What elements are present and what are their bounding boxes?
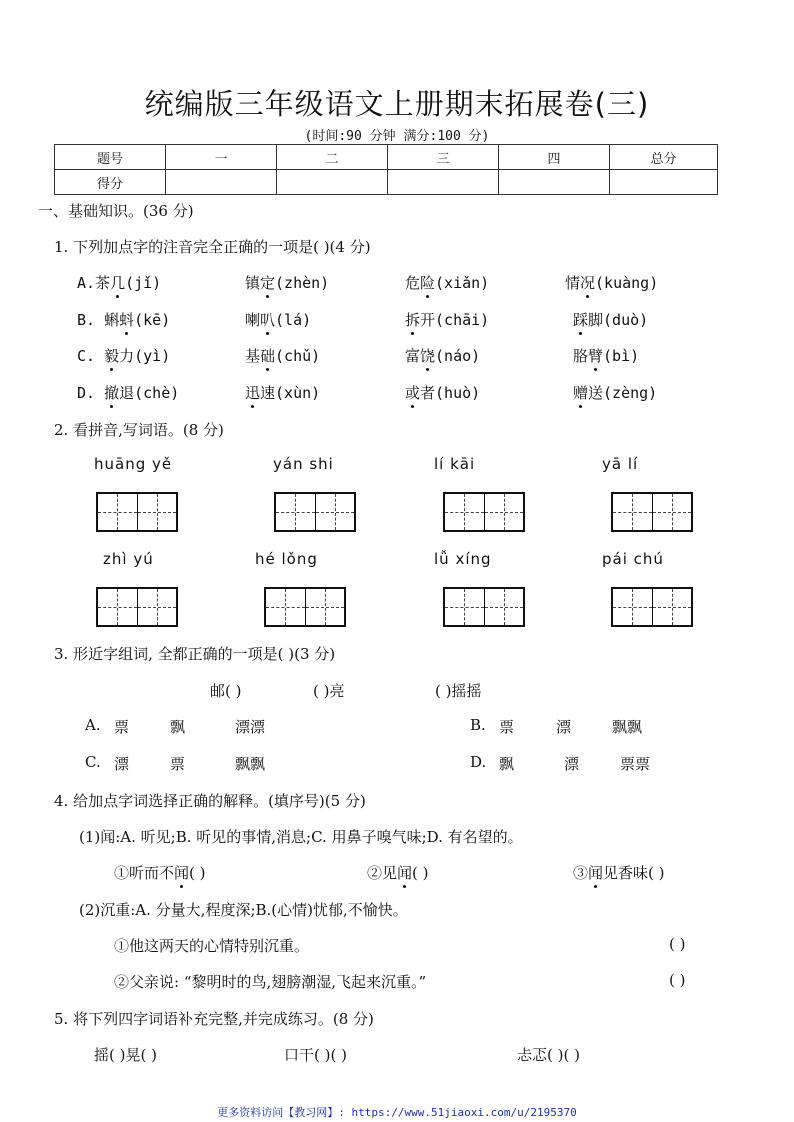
pinyin-label: yā lí: [602, 455, 639, 473]
option-a-word-2: 镇定(zhèn): [245, 274, 330, 292]
option-d-word-4: 赠送(zèng): [573, 384, 658, 402]
q3-prompt-2: ( )亮: [313, 682, 345, 700]
q4-item: ①他这两天的心情特别沉重。: [114, 937, 310, 955]
option-word: 票: [114, 718, 130, 736]
option-b-word-2: 喇叭(lá): [245, 311, 312, 329]
writing-grid[interactable]: [443, 492, 525, 532]
table-cell: 得分: [55, 170, 166, 195]
q5-item: 摇( )晃( ): [94, 1046, 157, 1064]
option-word: 漂漂: [235, 718, 266, 736]
table-cell: 总分: [610, 145, 718, 170]
writing-grid[interactable]: [264, 587, 346, 627]
option-a-word-1: A.茶几(jǐ): [77, 274, 162, 292]
q3-prompt-3: ( )摇摇: [435, 682, 482, 700]
option-a-label: A.: [85, 716, 101, 734]
question-3-stem: 3. 形近字组词, 全都正确的一项是( )(3 分): [54, 645, 336, 663]
score-input-cell[interactable]: [388, 170, 499, 195]
option-d-word-1: D. 撤退(chè): [77, 384, 180, 402]
writing-grid[interactable]: [443, 587, 525, 627]
writing-grid[interactable]: [611, 492, 693, 532]
question-2-stem: 2. 看拼音,写词语。(8 分): [54, 421, 224, 439]
option-d-word-2: 迅速(xùn): [245, 384, 321, 402]
pinyin-label: pái chú: [602, 550, 664, 568]
question-4-stem: 4. 给加点字词选择正确的解释。(填序号)(5 分): [54, 792, 366, 810]
option-c-word-3: 富饶(náo): [405, 347, 481, 365]
option-word: 飘: [170, 718, 186, 736]
option-word: 飘飘: [612, 718, 643, 736]
option-c-word-1: C. 毅力(yì): [77, 347, 171, 365]
option-b-word-3: 拆开(chāi): [405, 311, 490, 329]
option-word: 漂: [564, 755, 580, 773]
writing-grid[interactable]: [96, 492, 178, 532]
score-input-cell[interactable]: [499, 170, 610, 195]
option-word: 漂: [556, 718, 572, 736]
score-input-cell[interactable]: [277, 170, 388, 195]
section-heading: 一、基础知识。(36 分): [38, 202, 194, 220]
q5-item: 口干( )( ): [284, 1046, 347, 1064]
option-b-label: B.: [470, 716, 486, 734]
table-cell: 一: [166, 145, 277, 170]
option-word: 飘飘: [235, 755, 266, 773]
option-c-label: C.: [85, 753, 101, 771]
pinyin-label: lǚ xíng: [434, 550, 492, 568]
table-row: [55, 170, 718, 195]
question-5-stem: 5. 将下列四字词语补充完整,并完成练习。(8 分): [54, 1010, 374, 1028]
score-input-cell[interactable]: [610, 170, 718, 195]
q4-part-1-definition: (1)闻:A. 听见;B. 听见的事情,消息;C. 用鼻子嗅气味;D. 有名望的。: [79, 828, 523, 846]
writing-grid[interactable]: [611, 587, 693, 627]
option-a-word-3: 危险(xiǎn): [405, 274, 490, 292]
footer-link[interactable]: 更多资料访问【教习网】: https://www.51jiaoxi.com/u/2195370: [217, 1106, 577, 1119]
table-cell: 四: [499, 145, 610, 170]
option-b-word-4: 踩脚(duò): [573, 311, 649, 329]
pinyin-label: hé lǒng: [255, 550, 318, 568]
pinyin-label: lí kāi: [434, 455, 476, 473]
option-c-word-4: 胳臂(bì): [573, 347, 640, 365]
answer-blank[interactable]: ( ): [669, 971, 686, 989]
option-a-word-4: 情况(kuàng): [565, 274, 659, 292]
table-row: [55, 145, 718, 170]
question-1-stem: 1. 下列加点字的注音完全正确的一项是( )(4 分): [54, 238, 371, 256]
answer-blank[interactable]: ( ): [669, 935, 686, 953]
writing-grid[interactable]: [96, 587, 178, 627]
page-title: 统编版三年级语文上册期末拓展卷(三): [144, 87, 650, 121]
option-b-word-1: B. 蝌蚪(kē): [77, 311, 171, 329]
option-word: 票票: [620, 755, 651, 773]
pinyin-label: huāng yě: [94, 455, 173, 473]
option-word: 漂: [114, 755, 130, 773]
pinyin-label: yán shi: [273, 455, 334, 473]
exam-subtitle: (时间:90 分钟 满分:100 分): [304, 129, 490, 144]
score-input-cell[interactable]: [166, 170, 277, 195]
score-table: [54, 144, 718, 195]
q4-item: ③闻见香味( ): [573, 864, 665, 882]
option-d-word-3: 或者(huò): [405, 384, 481, 402]
option-d-label: D.: [470, 753, 487, 771]
q4-item: ②父亲说: “黎明时的鸟,翅膀潮湿,飞起来沉重。”: [114, 973, 427, 991]
q4-part-2-definition: (2)沉重:A. 分量大,程度深;B.(心情)忧郁,不愉快。: [79, 901, 408, 919]
table-cell: 三: [388, 145, 499, 170]
option-word: 飘: [499, 755, 515, 773]
table-cell: 题号: [55, 145, 166, 170]
q4-item: ①听而不闻( ): [114, 864, 206, 882]
option-word: 票: [170, 755, 186, 773]
q5-item: 忐忑( )( ): [517, 1046, 580, 1064]
writing-grid[interactable]: [274, 492, 356, 532]
q4-item: ②见闻( ): [367, 864, 429, 882]
pinyin-label: zhì yú: [103, 550, 154, 568]
option-c-word-2: 基础(chǔ): [245, 347, 321, 365]
option-word: 票: [499, 718, 515, 736]
q3-prompt-1: 邮( ): [210, 682, 242, 700]
table-cell: 二: [277, 145, 388, 170]
